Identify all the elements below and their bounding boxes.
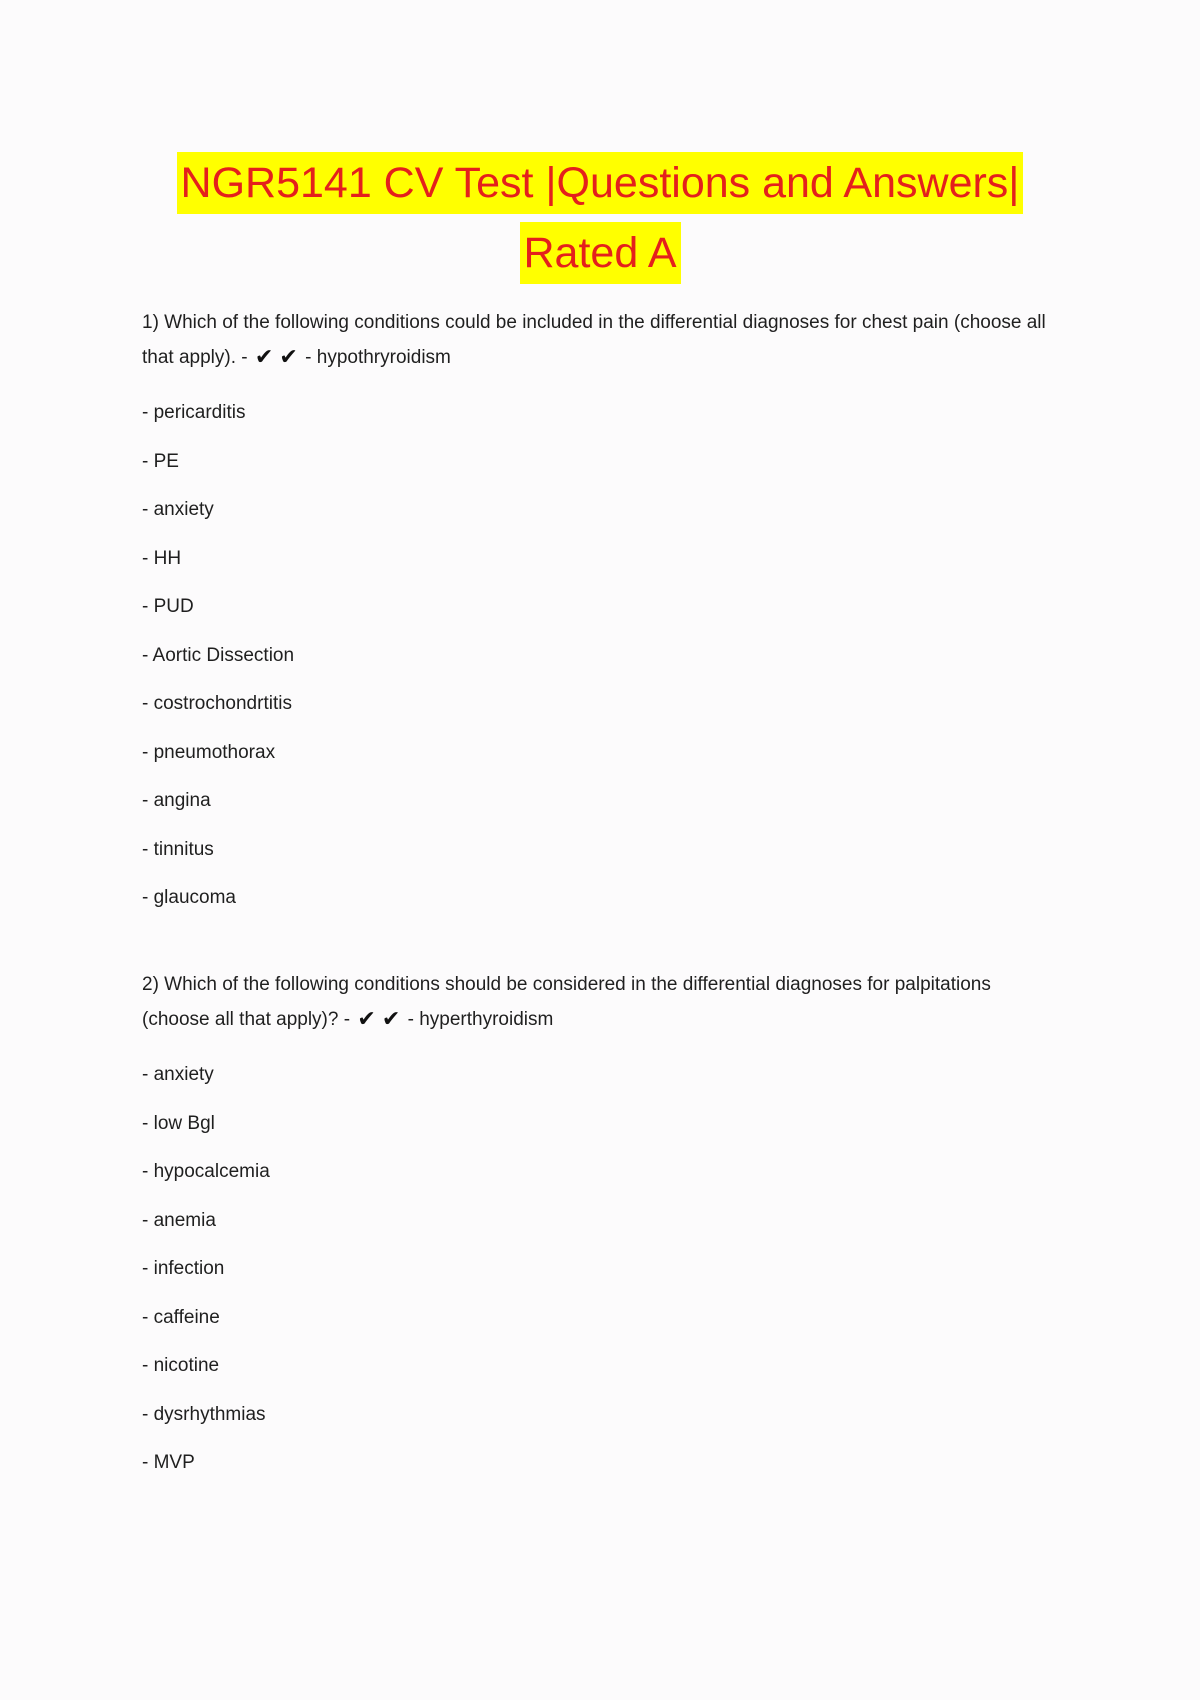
list-item: - pericarditis (142, 402, 246, 423)
list-item: - pneumothorax (142, 741, 276, 763)
list-item: - PE (142, 450, 179, 472)
question-1-text: 1) Which of the following conditions could be included in the differential diagnoses for chest pain (choose all that apply). - (142, 312, 1046, 368)
question-1-options (142, 389, 1062, 923)
question-1-prompt (142, 306, 1062, 375)
question-2 (142, 968, 1062, 1488)
check-marks-icon: ✔ ✔ (254, 344, 298, 369)
list-item: - anemia (142, 1209, 216, 1231)
list-item: - PUD (142, 596, 194, 617)
list-item: - Aortic Dissection (142, 644, 295, 666)
question-2-options (142, 1051, 1062, 1488)
title-line-2: Rated A (520, 222, 681, 284)
list-item: - HH (142, 547, 182, 569)
question-2-prompt (142, 968, 1062, 1037)
check-marks-icon: ✔ ✔ (357, 1006, 401, 1031)
list-item: - MVP (142, 1452, 195, 1473)
list-item: - tinnitus (142, 838, 214, 860)
list-item: - hypocalcemia (142, 1161, 270, 1182)
list-item: - caffeine (142, 1306, 220, 1328)
question-2-text: 2) Which of the following conditions should be considered in the differential diagnoses for palpitations (choose all that apply)? - (142, 974, 991, 1030)
list-item: - anxiety (142, 499, 214, 520)
list-item: - infection (142, 1258, 225, 1279)
title-line-1: NGR5141 CV Test |Questions and Answers| (177, 152, 1024, 214)
question-2-answer: - hyperthyroidism (402, 1009, 554, 1030)
list-item: - anxiety (142, 1064, 214, 1085)
question-1 (142, 306, 1062, 923)
list-item: - angina (142, 790, 211, 811)
list-item: - dysrhythmias (142, 1403, 266, 1425)
list-item: - glaucoma (142, 887, 236, 908)
question-1-answer: - hypothryroidism (299, 347, 451, 368)
list-item: - nicotine (142, 1355, 220, 1376)
list-item: - costrochondrtitis (142, 693, 292, 714)
document-title (0, 152, 1200, 284)
list-item: - low Bgl (142, 1112, 215, 1134)
